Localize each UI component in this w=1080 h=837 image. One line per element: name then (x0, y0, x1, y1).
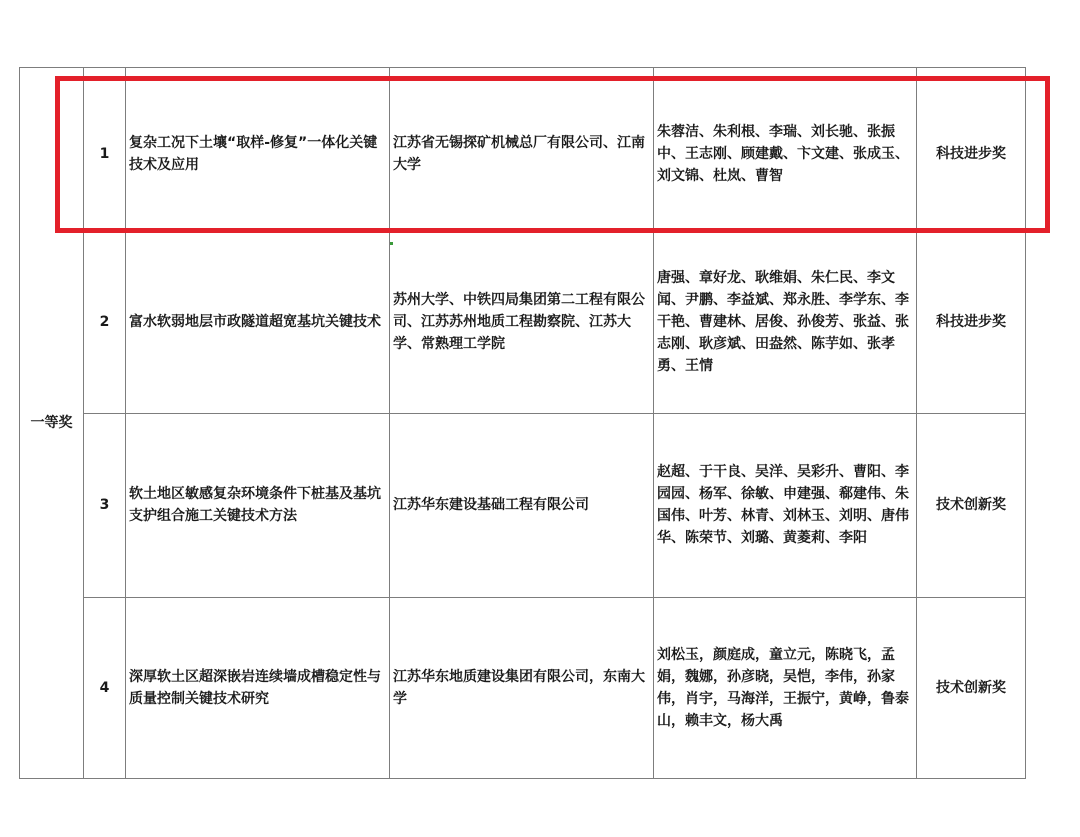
header-cell (84, 68, 126, 78)
header-cell (917, 68, 1026, 78)
project-name: 深厚软土区超深嵌岩连续墙成槽稳定性与质量控制关键技术研究 (126, 597, 390, 778)
header-cell (390, 68, 654, 78)
award-level-cell (20, 68, 84, 779)
header-spacer-row (20, 68, 1026, 78)
row-number: 3 (84, 414, 126, 597)
completing-people: 刘松玉，颜庭成，童立元，陈晓飞，孟娟，魏娜，孙彦晓，吴恺，李伟，孙家伟，肖宇，马海洋，王振宁，黄峥，鲁泰山，赖丰文，杨大禹 (654, 597, 917, 778)
project-name: 富水软弱地层市政隧道超宽基坑关键技术 (126, 230, 390, 413)
award-type: 技术创新奖 (917, 597, 1026, 778)
award-table (19, 67, 1026, 779)
table-row (20, 597, 1026, 778)
award-type: 技术创新奖 (917, 414, 1026, 597)
award-type: 科技进步奖 (917, 230, 1026, 413)
row-number: 2 (84, 230, 126, 413)
completing-people: 唐强、章好龙、耿维娟、朱仁民、李文闻、尹鹏、李益斌、郑永胜、李学东、李干艳、曹建林、居俊、孙俊芳、张益、张志刚、耿彦斌、田盎然、陈芋如、张孝勇、王情 (654, 230, 917, 413)
header-cell (126, 68, 390, 78)
award-level-label: 一等奖 (30, 415, 73, 431)
award-type: 科技进步奖 (917, 78, 1026, 231)
project-name: 复杂工况下土壤“取样-修复”一体化关键技术及应用 (126, 78, 390, 231)
completing-people: 赵超、于干良、吴洋、吴彩升、曹阳、李园园、杨军、徐敏、申建强、郗建伟、朱国伟、叶芳、林青、刘林玉、刘明、唐伟华、陈荣节、刘璐、黄菱莉、李阳 (654, 414, 917, 597)
completing-units: 江苏省无锡探矿机械总厂有限公司、江南大学 (390, 78, 654, 231)
row-number: 1 (84, 78, 126, 231)
completing-units: 江苏华东地质建设集团有限公司，东南大学 (390, 597, 654, 778)
cell-marker (390, 242, 393, 245)
table-row (20, 230, 1026, 413)
completing-units: 江苏华东建设基础工程有限公司 (390, 414, 654, 597)
table-row (20, 414, 1026, 597)
completing-people: 朱蓉洁、朱利根、李瑞、刘长驰、张振中、王志刚、顾建戴、卞文建、张成玉、刘文锦、杜岚、曹智 (654, 78, 917, 231)
header-cell (654, 68, 917, 78)
row-number: 4 (84, 597, 126, 778)
completing-units: 苏州大学、中铁四局集团第二工程有限公司、江苏苏州地质工程勘察院、江苏大学、常熟理工学院 (390, 230, 654, 413)
table-row (20, 78, 1026, 231)
project-name: 软土地区敏感复杂环境条件下桩基及基坑支护组合施工关键技术方法 (126, 414, 390, 597)
